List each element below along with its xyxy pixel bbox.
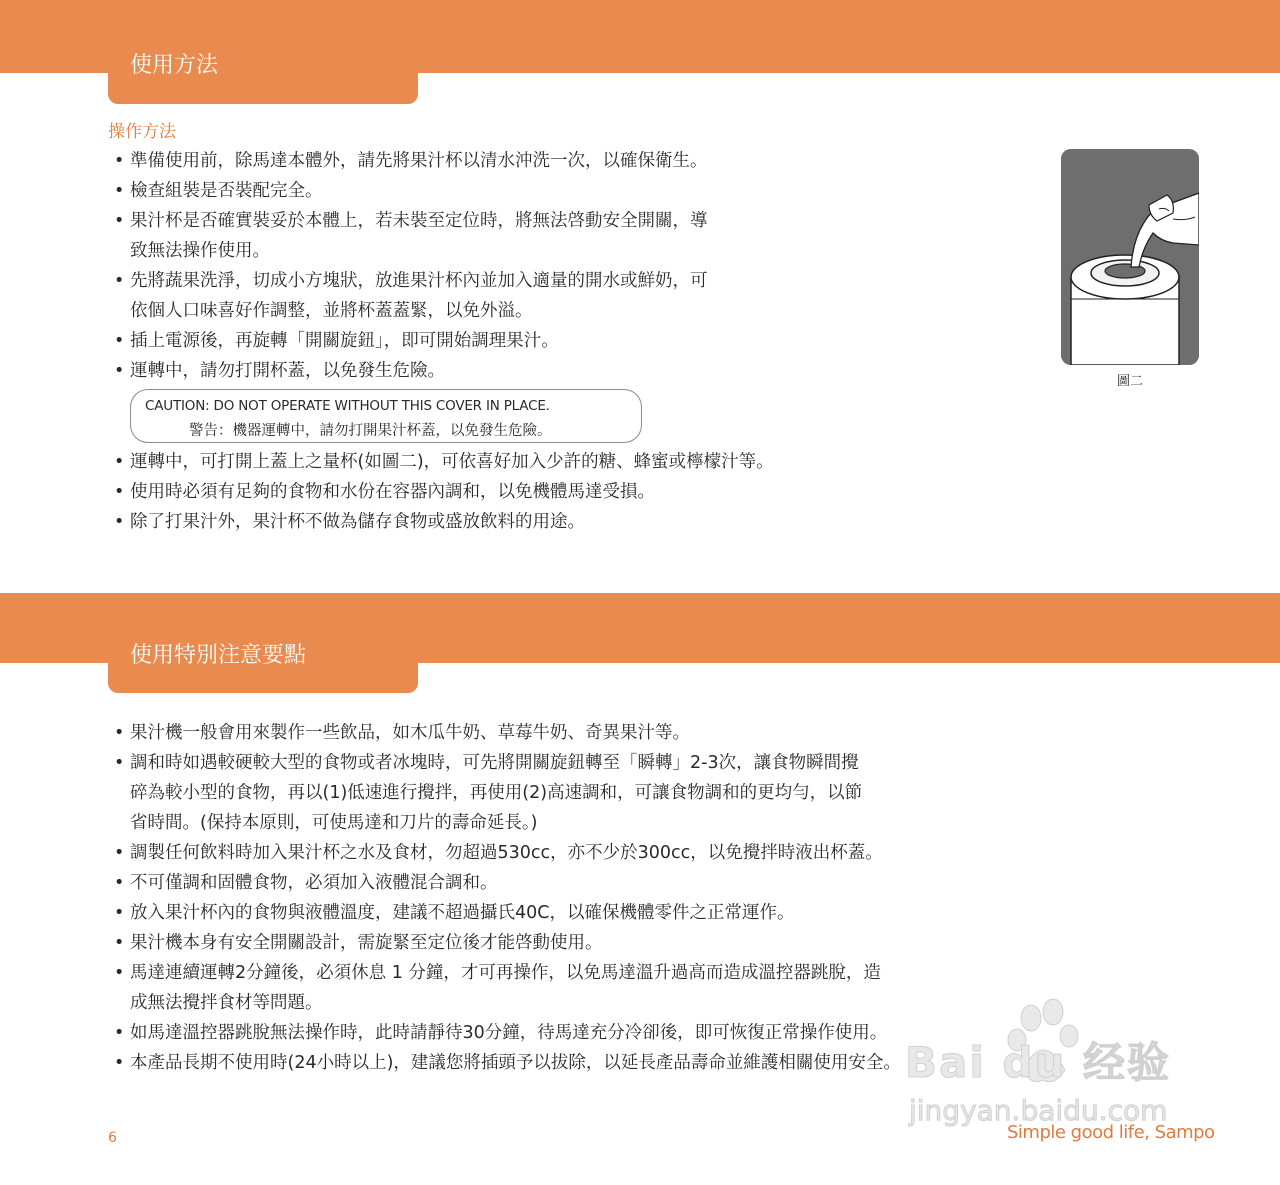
figure-caption: 圖二 bbox=[1117, 374, 1144, 389]
note-item bbox=[110, 1048, 901, 1078]
page-number: 6 bbox=[108, 1130, 117, 1146]
step-item bbox=[110, 266, 708, 326]
note-item-line: 碎為較小型的食物，再以(1)低速進行攪拌，再使用(2)高速調和，可讓食物調和的更均勻，以節 bbox=[130, 783, 863, 803]
step-item-line: 致無法操作使用。 bbox=[130, 241, 270, 261]
note-item-text: 果汁機一般會用來製作一些飲品，如木瓜牛奶、草莓牛奶、奇異果汁等。 bbox=[130, 723, 690, 743]
note-item bbox=[110, 838, 901, 868]
step-item-line: • 果汁杯是否確實裝妥於本體上，若未裝至定位時，將無法啓動安全開關，導 bbox=[130, 211, 708, 231]
step-after-item bbox=[110, 507, 774, 537]
section1-title: 使用方法 bbox=[130, 53, 219, 78]
note-item bbox=[110, 928, 901, 958]
step-item-text: 準備使用前，除馬達本體外，請先將果汁杯以清水沖洗一次，以確保衛生。 bbox=[130, 151, 708, 171]
step-after-item-text: 運轉中，可打開上蓋上之量杯(如圖二)，可依喜好加入少許的糖、蜂蜜或檸檬汁等。 bbox=[130, 452, 774, 472]
step-item-text: 檢查組裝是否裝配完全。 bbox=[130, 181, 323, 201]
step-item-line: 依個人口味喜好作調整，並將杯蓋蓋緊，以免外溢。 bbox=[130, 301, 533, 321]
note-item-text: 本產品長期不使用時(24小時以上)，建議您將插頭予以拔除，以延長產品壽命並維護相關使用安全。 bbox=[130, 1053, 901, 1073]
step-item bbox=[110, 206, 708, 266]
step-item bbox=[110, 326, 708, 356]
watermark-brand: Bai du 经验 bbox=[905, 1038, 1171, 1087]
section2-title: 使用特別注意要點 bbox=[130, 643, 307, 668]
baidu-watermark bbox=[905, 990, 1205, 1130]
step-after-item-text: 除了打果汁外，果汁杯不做為儲存食物或盛放飲料的用途。 bbox=[130, 512, 585, 532]
blender-cup-illustration bbox=[1061, 149, 1199, 365]
step-item-line: • 先將蔬果洗淨，切成小方塊狀，放進果汁杯內並加入適量的開水或鮮奶，可 bbox=[130, 271, 708, 291]
section1-subtitle: 操作方法 bbox=[108, 122, 176, 142]
operation-steps-list bbox=[110, 146, 708, 386]
note-item bbox=[110, 898, 901, 928]
step-item-text: 運轉中，請勿打開杯蓋，以免發生危險。 bbox=[130, 361, 445, 381]
note-item bbox=[110, 718, 901, 748]
note-item-line: • 調和時如遇較硬較大型的食物或者冰塊時，可先將開關旋鈕轉至「瞬轉」2-3次，讓食物瞬間攪 bbox=[130, 753, 859, 773]
figure-measuring-cup-illustration bbox=[1061, 149, 1199, 365]
footer-slogan: Simple good life, Sampo bbox=[1007, 1122, 1215, 1143]
note-item bbox=[110, 748, 901, 838]
note-item bbox=[110, 958, 901, 1018]
caution-english: CAUTION: DO NOT OPERATE WITHOUT THIS COVER IN PLACE. bbox=[145, 398, 550, 414]
step-item bbox=[110, 356, 708, 386]
step-item bbox=[110, 146, 708, 176]
watermark-url: jingyan.baidu.com bbox=[909, 1094, 1168, 1127]
caution-chinese: 警告：機器運轉中，請勿打開果汁杯蓋，以免發生危險。 bbox=[189, 423, 552, 439]
note-item-text: 如馬達溫控器跳脫無法操作時，此時請靜待30分鐘，待馬達充分冷卻後，即可恢復正常操作使用。 bbox=[130, 1023, 888, 1043]
operation-steps-list-continued bbox=[110, 447, 774, 537]
step-after-item bbox=[110, 477, 774, 507]
note-item bbox=[110, 1018, 901, 1048]
note-item bbox=[110, 868, 901, 898]
note-item-text: 調製任何飲料時加入果汁杯之水及食材，勿超過530cc，亦不少於300cc，以免攪拌時液出杯蓋。 bbox=[130, 843, 883, 863]
step-after-item-text: 使用時必須有足夠的食物和水份在容器內調和，以免機體馬達受損。 bbox=[130, 482, 655, 502]
step-after-item bbox=[110, 447, 774, 477]
step-item-text: 插上電源後，再旋轉「開關旋鈕」，即可開始調理果汁。 bbox=[130, 331, 559, 351]
section2-title-tab bbox=[108, 593, 418, 693]
special-notes-list bbox=[110, 718, 901, 1078]
note-item-line: 成無法攪拌食材等問題。 bbox=[130, 993, 323, 1013]
note-item-text: 放入果汁杯內的食物與液體溫度，建議不超過攝氏40C，以確保機體零件之正常運作。 bbox=[130, 903, 795, 923]
note-item-text: 果汁機本身有安全開關設計，需旋緊至定位後才能啓動使用。 bbox=[130, 933, 603, 953]
note-item-text: 不可僅調和固體食物，必須加入液體混合調和。 bbox=[130, 873, 498, 893]
section1-title-tab bbox=[108, 0, 418, 104]
note-item-line: • 馬達連續運轉2分鐘後，必須休息 1 分鐘，才可再操作，以免馬達溫升過高而造成溫控器跳脫，造 bbox=[130, 963, 881, 983]
note-item-line: 省時間。(保持本原則，可使馬達和刀片的壽命延長。) bbox=[130, 813, 538, 833]
caution-box bbox=[130, 389, 642, 443]
step-item bbox=[110, 176, 708, 206]
